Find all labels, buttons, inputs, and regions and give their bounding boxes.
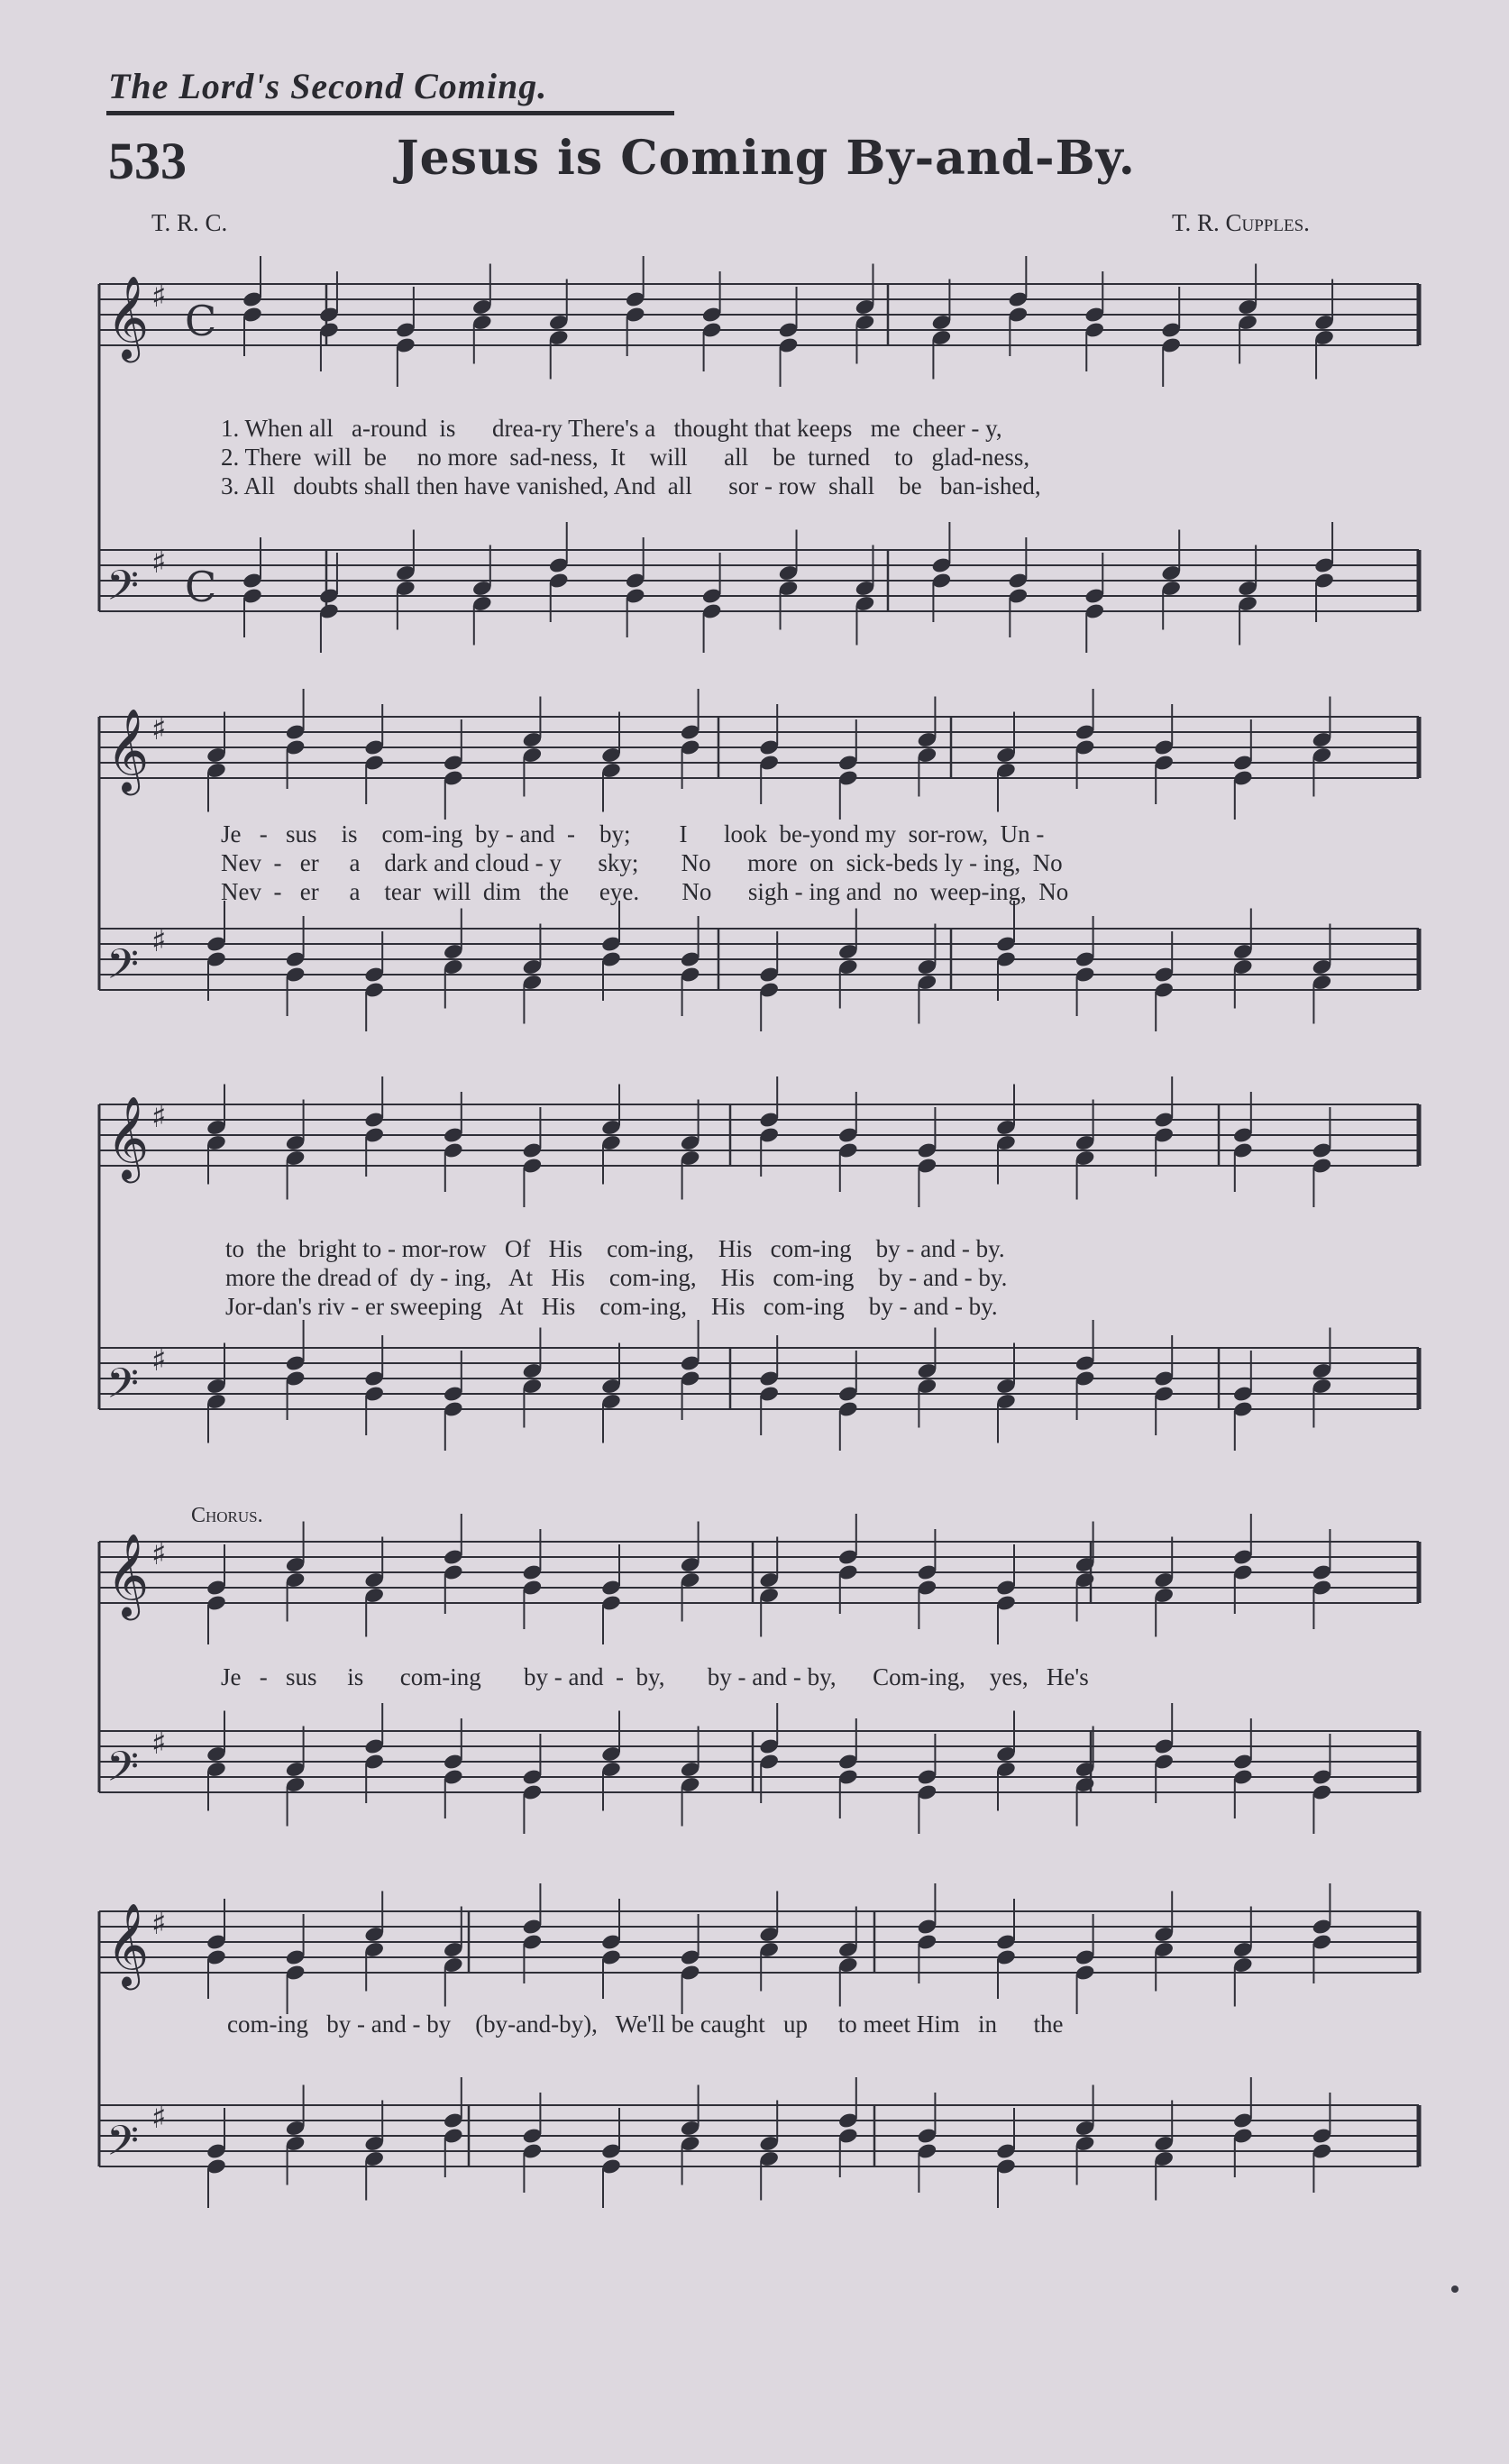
lyric-line: Nev - er a tear will dim the eye. No sigh - ing and no weep-ing, No <box>221 878 1069 905</box>
hymn-number: 533 <box>108 132 187 190</box>
lyric-line: 1. When all a-round is drea-ry There's a thought that keeps me cheer - y, <box>221 415 1002 442</box>
lyric-line: com-ing by - and - by (by-and-by), We'll be caught up to meet Him in the <box>227 2011 1064 2038</box>
common-time-icon: C <box>185 297 217 345</box>
bass-clef-icon: 𝄢 <box>106 2117 140 2175</box>
treble-clef-icon: 𝄞 <box>106 708 150 792</box>
sharp-icon: ♯ <box>151 1342 167 1379</box>
sharp-icon: ♯ <box>151 923 167 959</box>
lyric-line: Nev - er a dark and cloud - y sky; No more on sick-beds ly - ing, No <box>221 849 1063 876</box>
sharp-icon: ♯ <box>151 1906 167 1942</box>
lyric-line: to the bright to - mor-row Of His com-ing, His com-ing by - and - by. <box>225 1235 1005 1262</box>
common-time-icon: C <box>185 563 217 611</box>
lyric-line: Je - sus is com-ing by - and - by; I look be-yond my sor-row, Un - <box>221 820 1045 847</box>
words-credit: T. R. C. <box>151 209 228 236</box>
hymn-title: Jesus is Coming By-and-By. <box>397 131 1136 186</box>
page-speck <box>1451 2285 1459 2293</box>
lyric-line: 3. All doubts shall then have vanished, And all sor - row shall be ban-ished, <box>221 472 1041 499</box>
sharp-icon: ♯ <box>151 1099 167 1135</box>
sharp-icon: ♯ <box>151 279 167 315</box>
treble-clef-icon: 𝄞 <box>106 1533 150 1617</box>
sharp-icon: ♯ <box>151 1536 167 1572</box>
bass-clef-icon: 𝄢 <box>106 1360 140 1418</box>
treble-clef-icon: 𝄞 <box>106 1095 150 1179</box>
lyric-line: more the dread of dy - ing, At His com-ing, His com-ing by - and - by. <box>225 1264 1008 1291</box>
treble-clef-icon: 𝄞 <box>106 275 150 359</box>
lyric-line: Je - sus is com-ing by - and - by, by - and - by, Com-ing, yes, He's <box>221 1663 1089 1690</box>
music-credit: T. R. Cupples. <box>1172 209 1310 236</box>
section-title: The Lord's Second Coming. <box>108 66 548 106</box>
chorus-label: Chorus. <box>191 1504 263 1527</box>
lyric-line: Jor-dan's riv - er sweeping At His com-ing, His com-ing by - and - by. <box>225 1293 998 1320</box>
bass-clef-icon: 𝄢 <box>106 940 140 999</box>
sharp-icon: ♯ <box>151 1726 167 1762</box>
treble-clef-icon: 𝄞 <box>106 1902 150 1986</box>
bass-clef-icon: 𝄢 <box>106 1743 140 1801</box>
sharp-icon: ♯ <box>151 2100 167 2136</box>
bass-clef-icon: 𝄢 <box>106 562 140 620</box>
sharp-icon: ♯ <box>151 711 167 747</box>
sharp-icon: ♯ <box>151 545 167 581</box>
lyric-line: 2. There will be no more sad-ness, It will all be turned to glad-ness, <box>221 444 1030 471</box>
